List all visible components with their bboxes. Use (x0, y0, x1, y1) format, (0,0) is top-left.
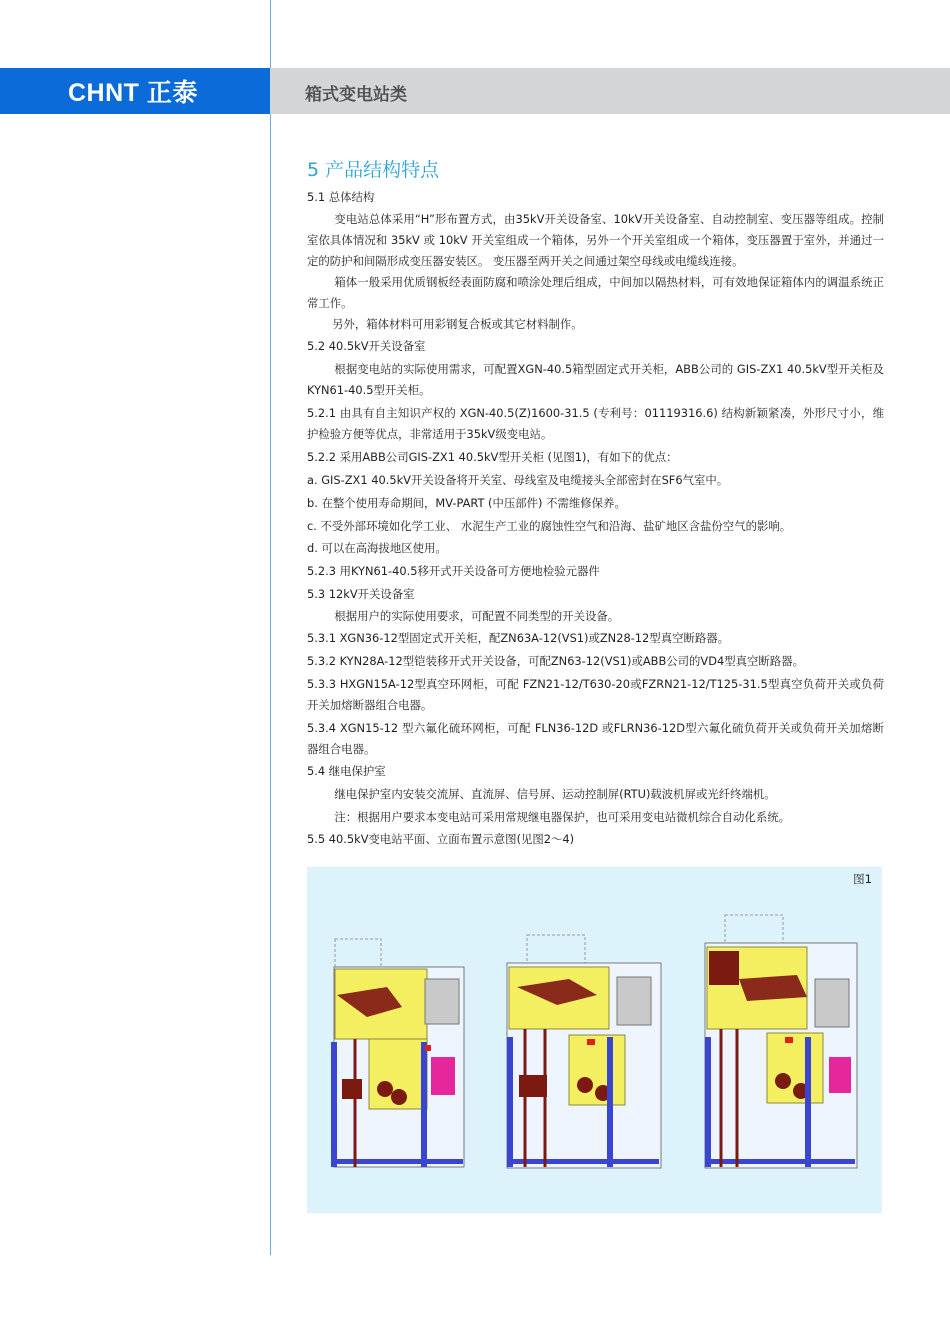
s54-paragraph-2: 注：根据用户要求本变电站可采用常规继电器保护，也可采用变电站微机综合自动化系统。 (334, 810, 790, 824)
brand-logo (0, 68, 270, 114)
s532: 5.3.2 KYN28A-12型铠装移开式开关设备，可配ZN63-12(VS1)或ABB公司的VD4型真空断路器。 (307, 654, 804, 668)
s522: 5.2.2 采用ABB公司GIS-ZX1 40.5kV型开关柜 (见图1)，有如下的优点： (307, 450, 678, 464)
s54-title: 5.4 继电保护室 (307, 764, 386, 778)
s51-paragraph-2: 箱体一般采用优质钢板经表面防腐和喷涂处理后组成，中间加以隔热材料，可有效地保证箱体内的调温系统正常工作。 (307, 275, 884, 310)
s533: 5.3.3 HXGN15A-12型真空环网柜，可配 FZN21-12/T630-20或FZRN21-12/T125-31.5型真空负荷开关或负荷开关加熔断器组合电器。 (307, 677, 884, 712)
s522-item-a: a. GIS-ZX1 40.5kV开关设备将开关室、母线室及电缆接头全部密封在SF6气室中。 (307, 473, 729, 487)
switchgear-figure (307, 867, 882, 1213)
s51-paragraph-3: 另外，箱体材料可用彩钢复合板或其它材料制作。 (332, 317, 583, 331)
s52-paragraph: 根据变电站的实际使用需求，可配置XGN-40.5箱型固定式开关柜，ABB公司的 GIS-ZX1 40.5kV型开关柜及KYN61-40.5型开关柜。 (307, 362, 884, 397)
margin-rule (270, 0, 271, 1255)
s522-item-b: b. 在整个使用寿命期间，MV-PART (中压部件) 不需维修保养。 (307, 496, 626, 510)
logo-text: CHNT 正泰 (68, 79, 198, 107)
s52-title: 5.2 40.5kV开关设备室 (307, 339, 426, 353)
switchgear-cabinet-1 (331, 939, 464, 1167)
s531: 5.3.1 XGN36-12型固定式开关柜，配ZN63A-12(VS1)或ZN28-12型真空断路器。 (307, 631, 730, 645)
main-text (307, 155, 884, 850)
s534: 5.3.4 XGN15-12 型六氟化硫环网柜，可配 FLN36-12D 或FLRN36-12D型六氟化硫负荷开关或负荷开关加熔断器组合电器。 (307, 721, 884, 756)
s522-item-c: c. 不受外部环境如化学工业、 水泥生产工业的腐蚀性空气和沿海、盐矿地区含盐份空气的影响。 (307, 519, 792, 533)
section-title: 箱式变电站类 (305, 85, 407, 105)
s522-item-d: d. 可以在高海拔地区使用。 (307, 541, 447, 555)
figure-label: 图1 (853, 872, 872, 886)
s51-paragraph-1: 变电站总体采用“H”形布置方式，由35kV开关设备室、10kV开关设备室、自动控制室、变压器等组成。控制室依具体情况和 35kV 或 10kV 开关室组成一个箱体，另外一个开关室组成一个箱体，变压器置于室外，并通过一定的防护和间隔形成变压器安装区。 变压器至两开关之间通过架空母线或电缆线连接。 (307, 212, 884, 268)
s53-paragraph: 根据用户的实际使用要求，可配置不同类型的开关设备。 (334, 609, 620, 623)
s54-paragraph-1: 继电保护室内安装交流屏、直流屏、信号屏、运动控制屏(RTU)载波机屏或光纤终端机。 (334, 787, 776, 801)
s55: 5.5 40.5kV变电站平面、立面布置示意图(见图2～4) (307, 832, 575, 846)
s521: 5.2.1 由具有自主知识产权的 XGN-40.5(Z)1600-31.5 (专利号：01119316.6) 结构新颖紧凑，外形尺寸小，维护检验方便等优点，非常适用于35kV级变电站。 (307, 406, 884, 441)
switchgear-cabinet-2 (507, 935, 661, 1168)
switchgear-cabinet-3 (705, 915, 857, 1168)
s53-title: 5.3 12kV开关设备室 (307, 587, 415, 601)
s523: 5.2.3 用KYN61-40.5移开式开关设备可方便地检验元器件 (307, 564, 600, 578)
switchgear-diagram (307, 867, 882, 1213)
s51-title: 5.1 总体结构 (307, 190, 375, 204)
page-heading: 5 产品结构特点 (307, 159, 440, 181)
